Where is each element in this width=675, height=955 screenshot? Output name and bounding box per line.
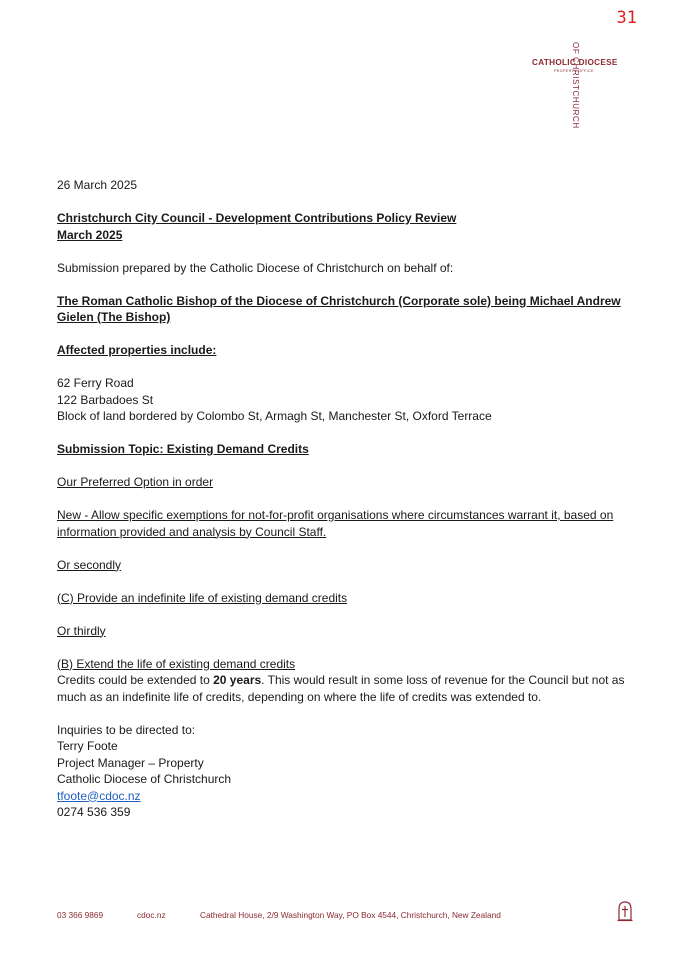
property-item: 122 Barbadoes St <box>57 392 154 407</box>
credits-paragraph <box>57 672 627 705</box>
contact-name: Terry Foote <box>57 739 118 753</box>
preferred-heading: Our Preferred Option in order <box>57 475 214 489</box>
contact-role: Project Manager – Property <box>57 755 204 770</box>
cross-icon <box>616 900 634 922</box>
property-item: 62 Ferry Road <box>57 376 134 390</box>
footer-address: Cathedral House, 2/9 Washington Way, PO Box 4544, Christchurch, New Zealand <box>200 910 501 920</box>
option-c: (C) Provide an indefinite life of existing demand credits <box>57 590 348 605</box>
diocese-logo <box>528 42 628 157</box>
or-thirdly: Or thirdly <box>57 623 106 638</box>
logo-vertical-text: OF CHRISTCHURCH <box>571 42 580 129</box>
credits-text-pre: Credits could be extended to <box>57 673 214 687</box>
option-new: New - Allow specific exemptions for not-for-profit organisations where circumstances warrant it, based on information provided and analysis by Council Staff. <box>57 508 614 539</box>
letter-title-line2: March 2025 <box>57 227 123 242</box>
logo-main-text: CATHOLIC DIOCESE <box>532 58 618 67</box>
letter-date: 26 March 2025 <box>57 178 138 192</box>
footer-web: cdoc.nz <box>137 910 166 920</box>
inquiries-label: Inquiries to be directed to: <box>57 722 196 737</box>
logo-sub-text: PROPERTY OFFICE <box>554 69 594 73</box>
contact-email-link[interactable]: tfoote@cdoc.nz <box>57 788 141 803</box>
contact-org: Catholic Diocese of Christchurch <box>57 772 232 786</box>
letter-intro: Submission prepared by the Catholic Diocese of Christchurch on behalf of: <box>57 260 454 275</box>
affected-heading: Affected properties include: <box>57 343 217 357</box>
letter-title-line1: Christchurch City Council - Development Contributions Policy Review <box>57 211 457 225</box>
option-b: (B) Extend the life of existing demand credits <box>57 656 296 671</box>
credits-years: 20 years <box>213 673 262 687</box>
credits-text-post: . This would result in some loss of revenue for the Council but not as much as an indefinite life of credits, depending on where the life of credits was extended to. <box>57 673 625 704</box>
footer-phone: 03 366 9869 <box>57 910 104 920</box>
submission-topic: Submission Topic: Existing Demand Credits <box>57 442 309 456</box>
submitter-name: The Roman Catholic Bishop of the Diocese of Christchurch (Corporate sole) being Michael Andrew Gielen (The Bishop) <box>57 293 621 324</box>
page-number: 31 <box>616 8 637 28</box>
contact-phone: 0274 536 359 <box>57 805 131 819</box>
letter-body <box>57 177 627 821</box>
property-item: Block of land bordered by Colombo St, Armagh St, Manchester St, Oxford Terrace <box>57 409 492 423</box>
or-secondly: Or secondly <box>57 557 122 572</box>
